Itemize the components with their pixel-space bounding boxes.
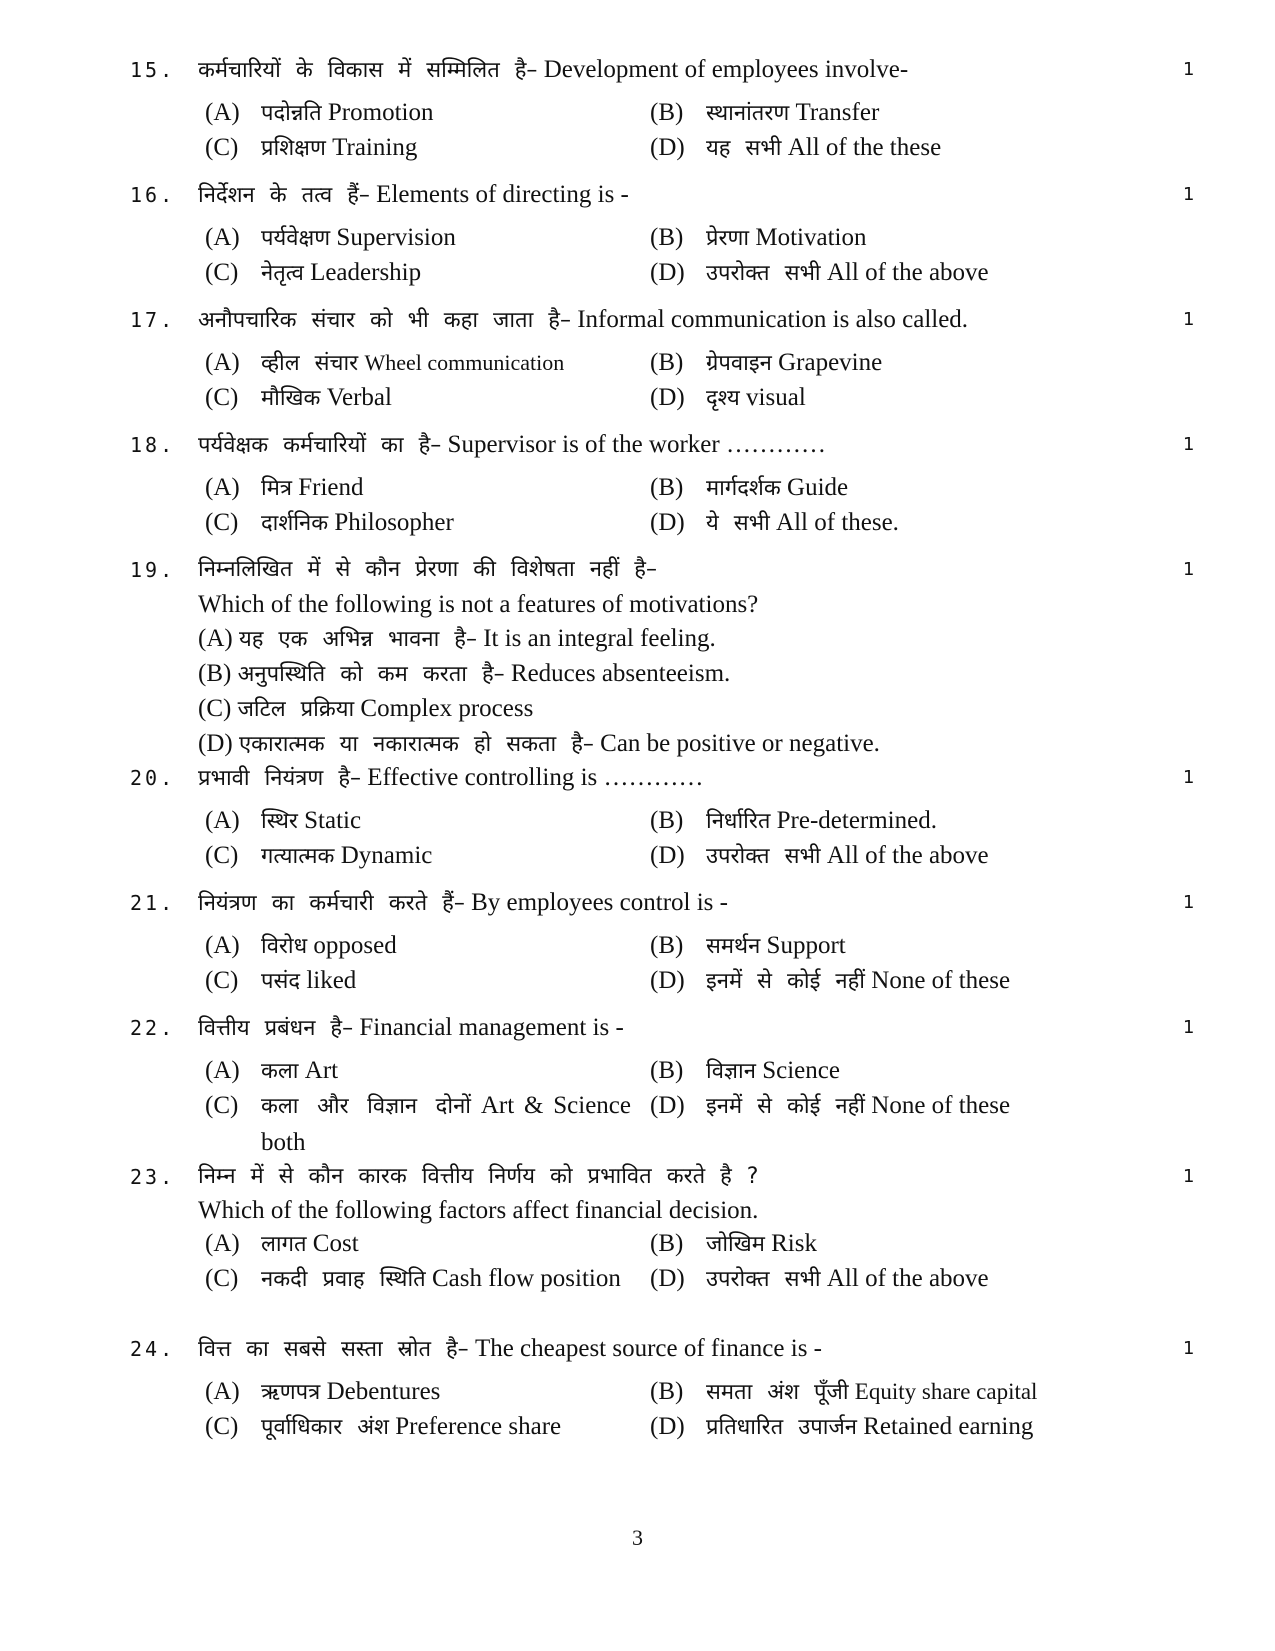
question-text: अनौपचारिक संचार को भी कहा जाता है– Informal communication is also called. <box>198 306 969 333</box>
option-c: (C) नेतृत्व Leadership <box>205 259 422 286</box>
option-c: (C) पूर्वाधिकार अंश Preference share <box>205 1413 562 1440</box>
question-number: 16. <box>130 183 176 207</box>
marks: 1 <box>1183 1166 1195 1187</box>
marks: 1 <box>1183 892 1195 913</box>
question-text: वित्त का सबसे सस्ता स्रोत है– The cheapest source of finance is - <box>198 1335 822 1362</box>
marks: 1 <box>1183 59 1195 80</box>
marks: 1 <box>1183 309 1195 330</box>
question-text-hi: निम्न में से कौन कारक वित्तीय निर्णय को प्रभावित करते है ? <box>198 1164 759 1189</box>
option-b: (B) ग्रेपवाइन Grapevine <box>650 349 883 376</box>
option-b: (B) प्रेरणा Motivation <box>650 224 867 251</box>
option-a: (A) विरोध opposed <box>205 932 397 959</box>
question-text-hi: निम्नलिखित में से कौन प्रेरणा की विशेषता नहीं है– <box>198 557 657 582</box>
option-c-label: (C) <box>205 1265 239 1292</box>
option-b: (B) जोखिम Risk <box>650 1230 817 1257</box>
question-text-en: Which of the following factors affect financial decision. <box>198 1197 759 1224</box>
question-text-en: Which of the following is not a features of motivations? <box>198 591 759 618</box>
option-d: (D) उपरोक्त सभी All of the above <box>650 259 989 286</box>
marks: 1 <box>1183 767 1195 788</box>
question-text: वित्तीय प्रबंधन है– Financial management is - <box>198 1014 624 1041</box>
option-a: (A) स्थिर Static <box>205 807 362 834</box>
question-number: 21. <box>130 891 176 915</box>
option-a: (A) ऋणपत्र Debentures <box>205 1378 441 1405</box>
option-d: (D) इनमें से कोई नहीं None of these <box>650 967 1011 994</box>
option-a: (A) लागत Cost <box>205 1230 359 1257</box>
option-d: (D) उपरोक्त सभी All of the above <box>650 842 989 869</box>
option-c: (C) प्रशिक्षण Training <box>205 134 418 161</box>
option-a: (A) कला Art <box>205 1057 339 1084</box>
question-number: 19. <box>130 558 176 582</box>
question-text: पर्यवेक्षक कर्मचारियों का है– Supervisor is of the worker ………… <box>198 431 826 458</box>
option-d: (D) उपरोक्त सभी All of the above <box>650 1265 989 1292</box>
option-b: (B) समर्थन Support <box>650 932 846 959</box>
option-a: (A) पर्यवेक्षण Supervision <box>205 224 456 251</box>
option-a: (A) पदोन्नति Promotion <box>205 99 434 126</box>
question-text: निर्देशन के तत्व हैं– Elements of directing is - <box>198 181 629 208</box>
option-c: (C) गत्यात्मक Dynamic <box>205 842 433 869</box>
option-d: (D) दृश्य visual <box>650 384 806 411</box>
option-d: (D) यह सभी All of the these <box>650 134 942 161</box>
marks: 1 <box>1183 1017 1195 1038</box>
marks: 1 <box>1183 1338 1195 1359</box>
option-d: (D) ये सभी All of these. <box>650 509 899 536</box>
option-c: (C) मौखिक Verbal <box>205 384 392 411</box>
question-text: नियंत्रण का कर्मचारी करते हैं– By employees control is - <box>198 889 728 916</box>
option-a: (A) व्हील संचार Wheel communication <box>205 349 565 376</box>
option-a: (A) यह एक अभिन्न भावना है– It is an integral feeling. <box>198 625 716 652</box>
option-c: (C) जटिल प्रक्रिया Complex process <box>198 695 534 722</box>
option-c: (C) दार्शनिक Philosopher <box>205 509 454 536</box>
page-number: 3 <box>632 1525 643 1550</box>
option-b: (B) समता अंश पूँजी Equity share capital <box>650 1378 1038 1405</box>
option-b: (B) स्थानांतरण Transfer <box>650 99 880 126</box>
option-c-label: (C) <box>205 1092 239 1119</box>
question-text: प्रभावी नियंत्रण है– Effective controlling is ………… <box>198 764 704 791</box>
option-b: (B) मार्गदर्शक Guide <box>650 474 849 501</box>
marks: 1 <box>1183 434 1195 455</box>
option-b: (B) निर्धारित Pre-determined. <box>650 807 937 834</box>
option-d: (D) एकारात्मक या नकारात्मक हो सकता है– Can be positive or negative. <box>198 730 880 757</box>
marks: 1 <box>1183 559 1195 580</box>
option-c: (C) पसंद liked <box>205 967 357 994</box>
marks: 1 <box>1183 184 1195 205</box>
option-b: (B) विज्ञान Science <box>650 1057 840 1084</box>
question-number: 20. <box>130 766 176 790</box>
option-d: (D) इनमें से कोई नहीं None of these <box>650 1092 1011 1119</box>
question-number: 24. <box>130 1337 176 1361</box>
option-c: नकदी प्रवाह स्थिति Cash flow position <box>261 1265 621 1292</box>
question-number: 17. <box>130 308 176 332</box>
option-b: (B) अनुपस्थिति को कम करता है– Reduces absenteeism. <box>198 660 731 687</box>
question-number: 23. <box>130 1165 176 1189</box>
question-number: 15. <box>130 58 176 82</box>
question-number: 18. <box>130 433 176 457</box>
question-number: 22. <box>130 1016 176 1040</box>
question-text: कर्मचारियों के विकास में सम्मिलित है– Development of employees involve- <box>198 56 909 83</box>
option-a: (A) मित्र Friend <box>205 474 364 501</box>
option-c: कला और विज्ञान दोनों Art & Science both <box>261 1092 632 1156</box>
option-d: (D) प्रतिधारित उपार्जन Retained earning <box>650 1413 1034 1440</box>
